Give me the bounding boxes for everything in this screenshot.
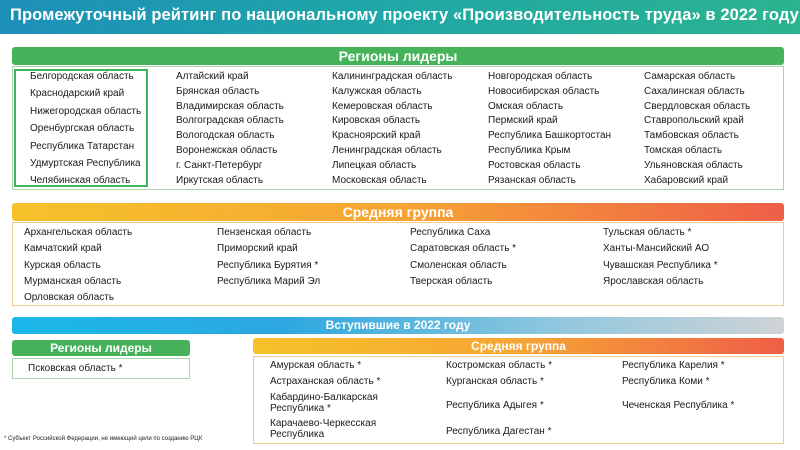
list-item: Свердловская область bbox=[644, 100, 751, 112]
list-item: Московская область bbox=[332, 174, 427, 186]
list-item: Курганская область * bbox=[446, 376, 544, 387]
list-item: Самарская область bbox=[644, 71, 736, 82]
page-title: Промежуточный рейтинг по национальному проекту «Производительность труда» в 2022 году bbox=[10, 6, 799, 24]
list-item: Республика Дагестан * bbox=[446, 426, 552, 437]
list-item: Карачаево-Черкесская Республика bbox=[270, 418, 377, 440]
joined-middle-header: Средняя группа bbox=[253, 338, 784, 354]
list-item: Тверская область bbox=[410, 275, 493, 287]
list-item: Алтайский край bbox=[176, 71, 249, 82]
title-bar bbox=[0, 0, 800, 34]
list-item: Волгоградская область bbox=[176, 115, 284, 127]
list-item: Хабаровский край bbox=[644, 174, 729, 186]
footnote: * Субъект Российской Федерации, не имеющий цели по созданию РЦК bbox=[4, 436, 203, 442]
leaders-column-3 bbox=[488, 70, 611, 188]
list-item: Республика Марий Эл bbox=[217, 275, 321, 287]
list-item: Пермский край bbox=[488, 115, 558, 127]
list-item: Курская область bbox=[24, 259, 101, 271]
list-item: Калининградская область bbox=[332, 71, 453, 82]
list-item: Чувашская Республика * bbox=[603, 259, 718, 271]
list-item: Смоленская область bbox=[410, 259, 507, 271]
list-item: Саратовская область * bbox=[410, 243, 517, 255]
list-item: Ярославская область bbox=[603, 275, 704, 287]
list-item: Республика Татарстан bbox=[30, 140, 135, 152]
joined-middle-column-1 bbox=[270, 360, 420, 442]
list-item: Брянская область bbox=[176, 85, 260, 97]
list-item: Нижегородская область bbox=[30, 105, 142, 117]
leaders-header: Регионы лидеры bbox=[12, 47, 784, 65]
leaders-column-4 bbox=[644, 70, 750, 188]
list-item: Липецкая область bbox=[332, 159, 417, 171]
list-item: Омская область bbox=[488, 100, 564, 112]
joined-middle-column-3 bbox=[622, 360, 734, 420]
joined-leaders-list bbox=[28, 363, 122, 375]
list-item: Ульяновская область bbox=[644, 159, 743, 171]
list-item: Чеченская Республика * bbox=[622, 400, 735, 411]
list-item: Республика Коми * bbox=[622, 376, 710, 387]
list-item: Республика Саха bbox=[410, 227, 491, 238]
list-item: Пензенская область bbox=[217, 227, 312, 238]
leaders-column-1 bbox=[176, 70, 284, 188]
list-item: Кемеровская область bbox=[332, 100, 433, 112]
list-item: Удмуртская Республика bbox=[30, 157, 141, 169]
list-item: Оренбургская область bbox=[30, 123, 135, 135]
list-item: Иркутская область bbox=[176, 174, 264, 186]
list-item: Вологодская область bbox=[176, 130, 275, 142]
list-item: Воронежская область bbox=[176, 144, 278, 156]
list-item: Республика Карелия * bbox=[622, 360, 725, 371]
list-item: Кировская область bbox=[332, 115, 421, 127]
list-item: Псковская область * bbox=[28, 363, 123, 374]
list-item: Ставропольский край bbox=[644, 115, 744, 127]
list-item: Калужская область bbox=[332, 85, 422, 97]
list-item: Костромская область * bbox=[446, 360, 553, 371]
list-item: Сахалинская область bbox=[644, 85, 745, 97]
list-item: Ленинградская область bbox=[332, 144, 442, 156]
list-item: Республика Бурятия * bbox=[217, 259, 319, 271]
list-item: Приморский край bbox=[217, 243, 298, 255]
middle-column-4 bbox=[603, 225, 718, 290]
middle-group-header: Средняя группа bbox=[12, 203, 784, 221]
list-item: Челябинская область bbox=[30, 175, 131, 187]
leaders-column-2 bbox=[332, 70, 452, 188]
middle-column-2 bbox=[217, 225, 320, 290]
middle-column-1 bbox=[24, 225, 132, 306]
list-item: Камчатский край bbox=[24, 243, 102, 255]
list-item: Республика Адыгея * bbox=[446, 400, 544, 411]
list-item: Красноярский край bbox=[332, 130, 421, 142]
list-item: Ростовская область bbox=[488, 159, 581, 171]
list-item: Тульская область * bbox=[603, 227, 692, 238]
list-item: Кабардино-Балкарская Республика * bbox=[270, 392, 378, 414]
list-item: г. Санкт-Петербург bbox=[176, 159, 263, 171]
list-item: Республика Крым bbox=[488, 144, 571, 156]
list-item: Владимирская область bbox=[176, 100, 284, 112]
list-item: Мурманская область bbox=[24, 275, 122, 287]
list-item: Астраханская область * bbox=[270, 376, 381, 387]
leaders-top-list bbox=[30, 68, 141, 190]
list-item: Архангельская область bbox=[24, 227, 133, 238]
list-item: Ханты-Мансийский АО bbox=[603, 243, 710, 255]
list-item: Тамбовская область bbox=[644, 130, 739, 142]
list-item: Амурская область * bbox=[270, 360, 362, 371]
joined-leaders-header: Регионы лидеры bbox=[12, 340, 190, 356]
list-item: Новосибирская область bbox=[488, 85, 600, 97]
list-item: Новгородская область bbox=[488, 71, 593, 82]
joined-middle-column-2 bbox=[446, 360, 552, 442]
list-item: Белгородская область bbox=[30, 71, 134, 82]
list-item: Рязанская область bbox=[488, 174, 576, 186]
joined-2022-header: Вступившие в 2022 году bbox=[12, 317, 784, 334]
list-item: Республика Башкортостан bbox=[488, 130, 612, 142]
middle-column-3 bbox=[410, 225, 516, 290]
list-item: Краснодарский край bbox=[30, 88, 125, 100]
list-item: Томская область bbox=[644, 144, 723, 156]
list-item: Орловская область bbox=[24, 292, 115, 304]
